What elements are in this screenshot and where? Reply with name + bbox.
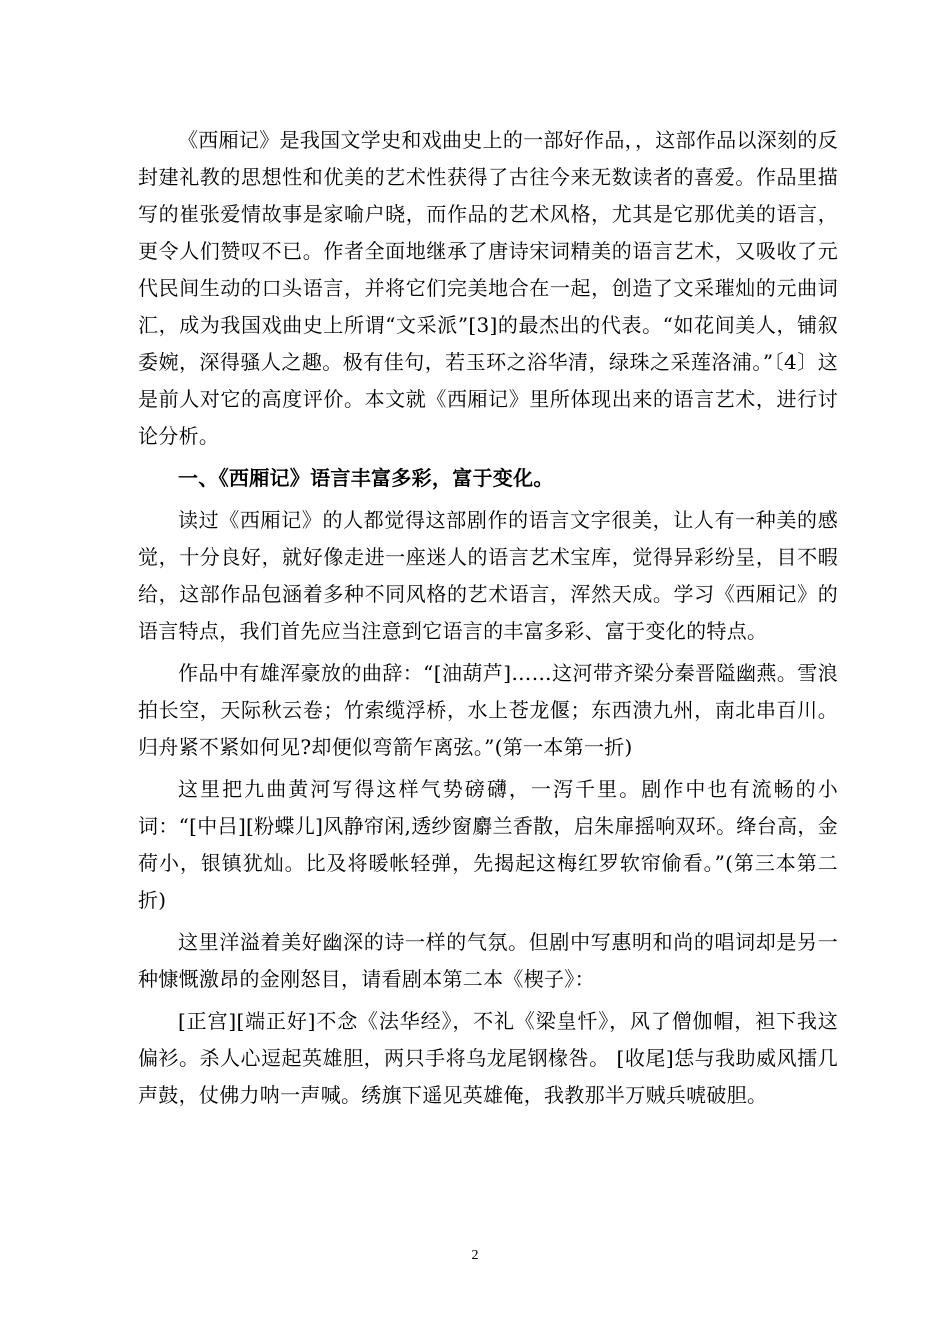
body-paragraph-1: 读过《西厢记》的人都觉得这部剧作的语言文字很美，让人有一种美的感觉，十分良好，就好像走进一座迷人的语言艺术宝库，觉得异彩纷呈，目不暇给，这部作品包涵着多种不同风格的艺术语言，浑然天成。学习《西厢记》的语言特点，我们首先应当注意到它语言的丰富多彩、富于变化的特点。 <box>138 508 838 643</box>
body-paragraph-3: 这里把九曲黄河写得这样气势磅礴，一泻千里。剧作中也有流畅的小词：“[中吕][粉蝶儿]风静帘闲,透纱窗麝兰香散，启朱扉摇响双环。绛台高，金荷小，银镇犹灿。比及将暖帐轻弹，先揭起这梅红罗软帘偷看。”(第三本第二折) <box>138 777 838 912</box>
intro-paragraph: 《西厢记》是我国文学史和戏曲史上的一部好作品，，这部作品以深刻的反封建礼教的思想性和优美的艺术性获得了古往今来无数读者的喜爱。作品里描写的崔张爱情故事是家喻户晓，而作品的艺术风格，尤其是它那优美的语言，更令人们赞叹不已。作者全面地继承了唐诗宋词精美的语言艺术，又吸收了元代民间生动的口头语言，并将它们完美地合在一起，创造了文采璀灿的元曲词汇，成为我国戏曲史上所谓“文采派”[3]的最杰出的代表。“如花间美人，铺叙委婉，深得骚人之趣。极有佳句，若玉环之浴华清，绿珠之采莲洛浦。”〔4〕这是前人对它的高度评价。本文就《西厢记》里所体现出来的语言艺术，进行讨论分析。 <box>138 128 838 448</box>
section-heading: 一、《西厢记》语言丰富多彩，富于变化。 <box>178 466 554 490</box>
document-page <box>138 122 838 1114</box>
body-paragraph-4: 这里洋溢着美好幽深的诗一样的气氛。但剧中写惠明和尚的唱词却是另一种慷慨激昂的金刚怒目，请看剧本第二本《楔子》： <box>138 930 838 991</box>
page-number: 2 <box>471 1248 479 1263</box>
body-paragraph-2: 作品中有雄浑豪放的曲辞：“[油葫芦]……这河带齐梁分秦晋隘幽燕。雪浪拍长空，天际秋云卷；竹索缆浮桥，水上苍龙偃；东西溃九州，南北串百川。归舟紧不紧如何见?却便似弯箭乍离弦。”(第一本第一折) <box>138 661 838 759</box>
body-paragraph-5: [正宫][端正好]不念《法华经》，不礼《梁皇忏》，风了僧伽帽，袒下我这偏衫。杀人心逗起英雄胆，两只手将乌龙尾钢椽咎。 [收尾]恁与我助威风擂几声鼓，仗佛力呐一声喊。绣旗下遥见英雄俺，我教那半万贼兵唬破胆。 <box>138 1009 838 1107</box>
